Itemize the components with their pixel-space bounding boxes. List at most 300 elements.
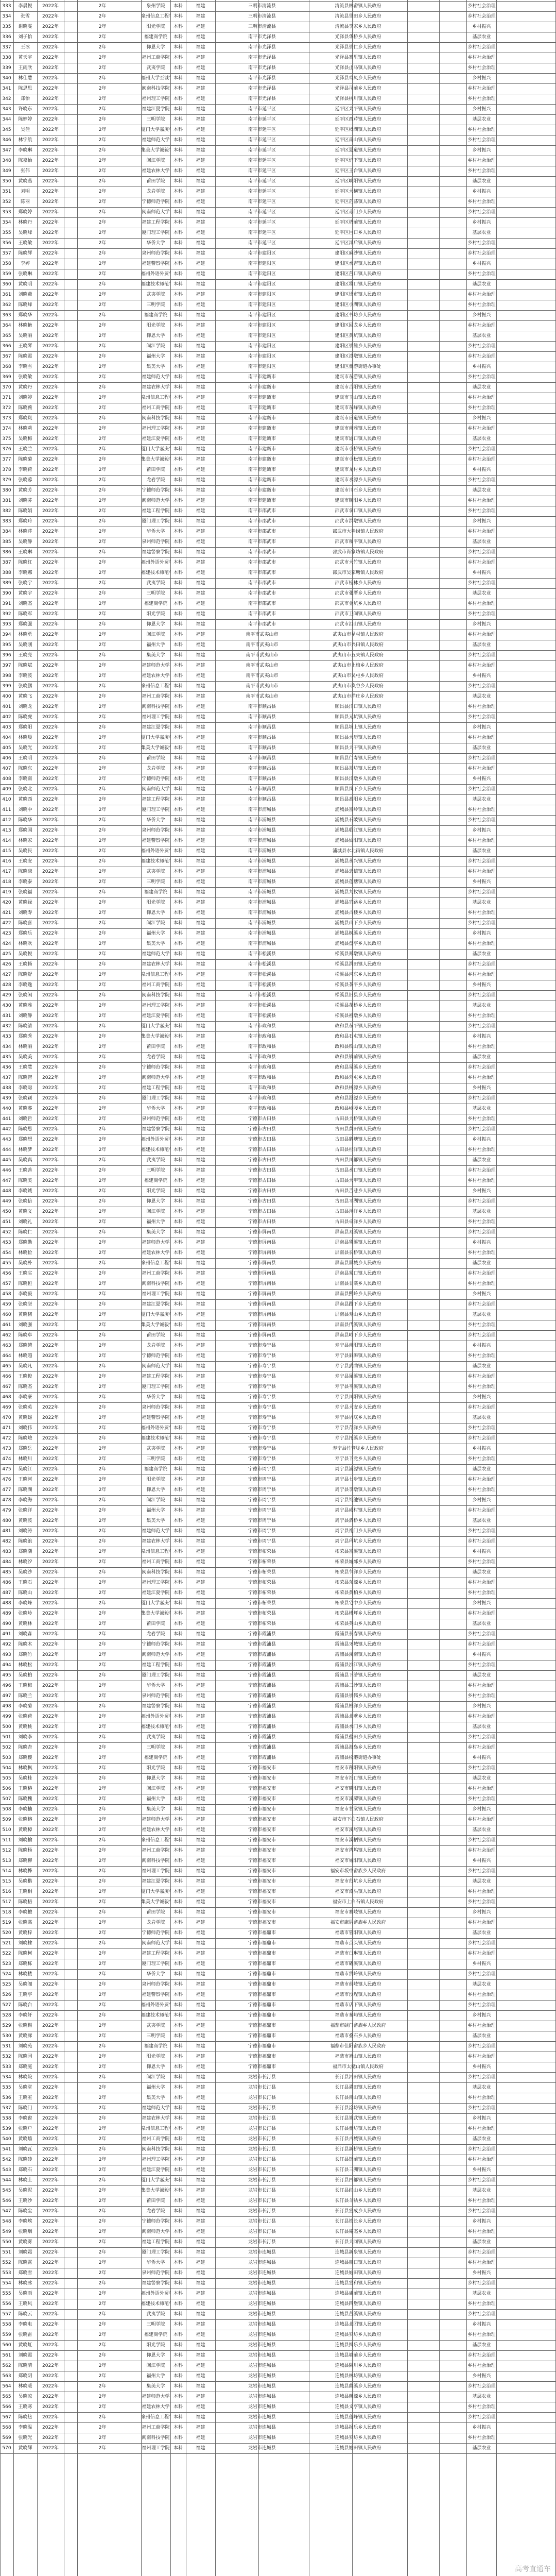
table-cell: 连城县新泉镇人民政府 (309, 2248, 407, 2258)
table-cell: 福建师范大学 (141, 1815, 170, 1825)
table-cell: 2022年 (37, 898, 64, 908)
table-row (0, 2258, 556, 2268)
table-cell: 周宁县七步镇人民政府 (309, 1475, 407, 1485)
table-cell: 陈晓园 (13, 2052, 37, 2062)
table-row (0, 661, 556, 671)
table-cell: 458 (0, 1290, 13, 1299)
table-cell: 基层农业 (407, 1259, 556, 1268)
table-cell: 福建 (186, 2176, 215, 2185)
table-cell: 王晓敏 (13, 239, 37, 248)
table-row (0, 321, 556, 331)
table-cell: 479 (0, 1506, 13, 1516)
table-cell: 福建 (186, 1114, 215, 1124)
table-row (0, 2413, 556, 2422)
table-cell: 龙岩市长汀县 (215, 2217, 309, 2227)
table-cell: 长汀县铁长乡人民政府 (309, 2217, 407, 2227)
table-cell: 2022年 (37, 445, 64, 454)
table-cell: 2年 (64, 383, 141, 393)
table-row (0, 2268, 556, 2278)
table-cell: 政和县东平镇人民政府 (309, 1022, 407, 1031)
table-cell: 延平区塔前镇人民政府 (309, 218, 407, 228)
table-cell: 宁德市古田县 (215, 1125, 309, 1134)
table-cell: 本科 (170, 2289, 186, 2299)
table-cell: 宁德市福鼎市 (215, 1980, 309, 1990)
table-cell: 438 (0, 1083, 13, 1093)
table-cell: 福建 (186, 1784, 215, 1794)
table-row (0, 1928, 556, 1938)
table-cell: 386 (0, 548, 13, 557)
table-cell: 浦城县富岭镇人民政府 (309, 805, 407, 815)
table-cell: 福建 (186, 1248, 215, 1258)
table-cell: 霞浦县崇儒乡人民政府 (309, 1691, 407, 1701)
table-cell: 568 (0, 2423, 13, 2433)
table-cell: 2年 (64, 393, 141, 403)
table-cell: 福建 (186, 280, 215, 290)
table-cell: 浦城县官路乡人民政府 (309, 898, 407, 908)
table-cell: 三明学院 (141, 2031, 170, 2041)
table-cell: 本科 (170, 805, 186, 815)
table-cell: 刘晓芬 (13, 496, 37, 506)
table-cell: 2022年 (37, 743, 64, 753)
table-cell: 484 (0, 1557, 13, 1567)
table-cell: 2022年 (37, 1217, 64, 1227)
table-cell: 南平市顺昌县 (215, 702, 309, 712)
table-cell: 2年 (64, 414, 141, 423)
table-cell: 乡村社会治理 (407, 445, 556, 454)
table-cell: 福建 (186, 568, 215, 578)
table-cell: 宁德市古田县 (215, 1156, 309, 1165)
table-cell: 2年 (64, 723, 141, 733)
table-cell: 2022年 (37, 2402, 64, 2412)
table-cell: 张晓颖 (13, 1094, 37, 1104)
table-cell: 郑晓阳 (13, 723, 37, 733)
table-row (0, 609, 556, 619)
table-cell: 2年 (64, 1691, 141, 1701)
table-cell: 建阳区小湖镇人民政府 (309, 300, 407, 310)
table-cell: 陈晓门 (13, 2104, 37, 2113)
table-cell: 2022年 (37, 2227, 64, 2237)
table-cell: 2年 (64, 208, 141, 217)
table-cell: 乡村社会治理 (407, 1382, 556, 1392)
table-cell: 2年 (64, 1671, 141, 1681)
table-cell: 489 (0, 1609, 13, 1619)
table-cell: 2年 (64, 486, 141, 496)
table-cell: 集美大学 (141, 1805, 170, 1815)
table-cell: 2022年 (37, 1145, 64, 1155)
table-cell: 本科 (170, 1846, 186, 1856)
table-cell: 李晓埃 (13, 2217, 37, 2227)
table-cell: 乡村社会治理 (407, 991, 556, 1001)
table-cell: 349 (0, 166, 13, 176)
table-cell: 2年 (64, 331, 141, 341)
table-cell: 2022年 (37, 1825, 64, 1835)
table-cell: 2年 (64, 1423, 141, 1433)
table-cell: 宁德市霞浦县 (215, 1681, 309, 1691)
table-cell: 清流县李家乡人民政府 (309, 22, 407, 32)
table-cell: 2022年 (37, 1393, 64, 1402)
table-cell: 福建技术师范 (141, 568, 170, 578)
table-cell: 福建师范大学 (141, 1238, 170, 1248)
table-row (0, 1887, 556, 1897)
table-cell: 霞浦县溪南镇人民政府 (309, 1650, 407, 1660)
table-cell: 本科 (170, 2093, 186, 2103)
table-cell: 南平市顺昌县 (215, 733, 309, 743)
table-cell: 福建 (186, 908, 215, 918)
table-row (0, 2217, 556, 2227)
table-cell: 本科 (170, 867, 186, 877)
table-cell: 张晓蓉 (13, 476, 37, 485)
table-cell: 南平市浦城县 (215, 898, 309, 908)
table-cell: 宁德师范学院 (141, 1351, 170, 1361)
table-cell: 宁德市屏南县 (215, 1331, 309, 1341)
table-cell: 基层农业 (407, 2031, 556, 2041)
table-cell: 乡村社会治理 (407, 908, 556, 918)
table-cell: 本科 (170, 517, 186, 527)
table-cell: 光泽县寨里镇人民政府 (309, 53, 407, 63)
table-cell: 吴晓梅 (13, 434, 37, 444)
table-cell: 2年 (64, 2155, 141, 2165)
table-cell: 宁德市福鼎市 (215, 2031, 309, 2041)
table-cell: 本科 (170, 1702, 186, 1711)
table-cell: 2年 (64, 1114, 141, 1124)
table-cell: 吴晓朴 (13, 1259, 37, 1268)
table-cell: 383 (0, 517, 13, 527)
table-row (0, 2021, 556, 2031)
table-cell: 乡村社会治理 (407, 1815, 556, 1825)
table-cell: 乡村社会治理 (407, 496, 556, 506)
table-cell: 本科 (170, 300, 186, 310)
table-cell: 乡村社会治理 (407, 1351, 556, 1361)
table-cell: 2年 (64, 579, 141, 588)
table-row (0, 1320, 556, 1330)
table-cell: 2022年 (37, 1856, 64, 1866)
table-cell: 刘晓静 (13, 1011, 37, 1021)
table-cell: 2年 (64, 537, 141, 547)
table-cell: 福建 (186, 197, 215, 207)
table-cell: 顺昌县洋墩乡人民政府 (309, 774, 407, 784)
table-cell: 2年 (64, 2320, 141, 2330)
table-cell: 2022年 (37, 1135, 64, 1145)
table-cell: 松溪县河东乡人民政府 (309, 970, 407, 980)
table-cell: 集美大学诚毅 (141, 455, 170, 465)
table-cell: 武夷山市上梅乡人民政府 (309, 661, 407, 671)
table-cell: 顺昌县岚下乡人民政府 (309, 785, 407, 794)
table-cell: 本科 (170, 218, 186, 228)
table-cell: 乡村社会治理 (407, 424, 556, 434)
table-cell: 2年 (64, 372, 141, 382)
table-cell: 2年 (64, 1166, 141, 1176)
table-cell: 2022年 (37, 1166, 64, 1176)
table-cell: 454 (0, 1248, 13, 1258)
table-cell: 466 (0, 1372, 13, 1382)
table-cell: 宁德市寿宁县 (215, 1341, 309, 1351)
table-row (0, 1094, 556, 1104)
table-cell: 宁德市屏南县 (215, 1228, 309, 1238)
table-cell: 宁德市福鼎市 (215, 2021, 309, 2031)
table-cell: 福州大学 (141, 640, 170, 650)
table-cell: 王晓梅 (13, 1681, 37, 1691)
table-cell: 连城县北团镇人民政府 (309, 2320, 407, 2330)
table-cell: 396 (0, 651, 13, 660)
table-cell: 顺昌县元坑镇人民政府 (309, 713, 407, 722)
table-cell: 宁德市屏南县 (215, 1248, 309, 1258)
table-cell: 本科 (170, 43, 186, 53)
table-cell: 宁德师范学院 (141, 1928, 170, 1938)
table-cell: 2年 (64, 950, 141, 959)
table-cell: 泉州信息工程 (141, 2124, 170, 2134)
table-cell: 阳光学院 (141, 22, 170, 32)
table-cell: 闽江学院 (141, 919, 170, 928)
table-cell: 2022年 (37, 1867, 64, 1876)
table-cell: 福建 (186, 12, 215, 22)
table-cell: 431 (0, 1011, 13, 1021)
table-cell: 基层农业 (407, 486, 556, 496)
table-cell: 567 (0, 2413, 13, 2422)
table-cell: 郑晓庭 (13, 2062, 37, 2072)
table-cell: 乡村社会治理 (407, 1011, 556, 1021)
table-cell: 福建 (186, 2186, 215, 2196)
table-cell: 2年 (64, 1784, 141, 1794)
table-cell: 福建 (186, 1187, 215, 1196)
table-cell: 本科 (170, 836, 186, 846)
table-cell: 2年 (64, 640, 141, 650)
table-cell: 宁德市寿宁县 (215, 1393, 309, 1402)
table-cell: 福建工程学院 (141, 795, 170, 805)
table-cell: 本科 (170, 12, 186, 22)
table-cell: 本科 (170, 259, 186, 269)
table-cell: 基层农业 (407, 2134, 556, 2144)
table-cell: 550 (0, 2238, 13, 2247)
table-cell: 王晓明 (13, 754, 37, 764)
table-cell: 郑晓强 (13, 620, 37, 630)
table-cell: 2022年 (37, 877, 64, 887)
table-cell: 连城县姑田镇人民政府 (309, 2268, 407, 2278)
table-cell: 郑晓岚 (13, 414, 37, 423)
table-cell: 福建 (186, 1681, 215, 1691)
table-cell: 乡村振兴 (407, 1547, 556, 1557)
table-cell: 南平市建瓯市 (215, 465, 309, 475)
table-cell: 三明市清流县 (215, 22, 309, 32)
table-cell: 2年 (64, 877, 141, 887)
table-cell: 龙岩市长汀县 (215, 2145, 309, 2155)
table-row (0, 919, 556, 928)
table-cell: 吴晓阁 (13, 1980, 37, 1990)
table-cell: 南平市浦城县 (215, 816, 309, 825)
table-cell: 陈晓晴 (13, 2361, 37, 2371)
table-cell: 本科 (170, 352, 186, 362)
table-cell: 本科 (170, 1774, 186, 1784)
table-cell: 华侨大学 (141, 2258, 170, 2268)
table-cell: 乡村社会治理 (407, 403, 556, 413)
table-cell: 张晓英 (13, 1403, 37, 1413)
table-cell: 486 (0, 1578, 13, 1588)
table-cell: 宁德市屏南县 (215, 1290, 309, 1299)
table-cell: 2年 (64, 1475, 141, 1485)
table-cell: 宁德市古田县 (215, 1187, 309, 1196)
table-cell: 连城县罗坊乡人民政府 (309, 2330, 407, 2340)
table-cell: 本科 (170, 1753, 186, 1763)
table-cell: 2022年 (37, 331, 64, 341)
table-row (0, 1630, 556, 1639)
table-cell: 宁德市霞浦县 (215, 1753, 309, 1763)
table-cell: 2年 (64, 311, 141, 320)
table-cell: 2年 (64, 1053, 141, 1062)
table-cell: 福建 (186, 785, 215, 794)
table-cell: 2022年 (37, 1248, 64, 1258)
table-cell: 福建 (186, 1671, 215, 1681)
table-row (0, 2207, 556, 2216)
table-cell: 本科 (170, 960, 186, 970)
table-cell: 2年 (64, 671, 141, 681)
table-cell: 382 (0, 506, 13, 516)
table-cell: 浦城县莲塘镇人民政府 (309, 877, 407, 887)
table-cell: 三明学院 (141, 1166, 170, 1176)
table-cell: 武夷学院 (141, 579, 170, 588)
table-cell: 吴晓柏 (13, 1671, 37, 1681)
table-cell: 宁德市寿宁县 (215, 1372, 309, 1382)
table-cell: 565 (0, 2392, 13, 2402)
table-row (0, 2, 556, 11)
table-cell: 寿宁县大安乡人民政府 (309, 1403, 407, 1413)
table-cell: 2022年 (37, 1516, 64, 1526)
table-cell: 福建 (186, 331, 215, 341)
table-cell: 闽江学院 (141, 342, 170, 351)
table-cell: 陈思思 (13, 84, 37, 94)
table-cell: 王晓慧 (13, 1063, 37, 1073)
table-cell: 福建商学院 (141, 1753, 170, 1763)
table-cell: 延平区赤门乡人民政府 (309, 208, 407, 217)
table-cell: 光泽县华桥乡人民政府 (309, 32, 407, 42)
table-cell: 武夷学院 (141, 63, 170, 73)
table-cell: 张晓北 (13, 785, 37, 794)
table-cell: 福建江夏学院 (141, 1588, 170, 1598)
table-cell: 本科 (170, 599, 186, 609)
table-cell: 2022年 (37, 2031, 64, 2041)
table-cell: 乡村社会治理 (407, 342, 556, 351)
table-cell: 2022年 (37, 1156, 64, 1165)
table-cell: 仰恩大学 (141, 1774, 170, 1784)
table-cell: 福建 (186, 1279, 215, 1289)
table-cell: 长汀县童坊镇人民政府 (309, 2124, 407, 2134)
table-cell: 李晓峰 (13, 1599, 37, 1608)
table-cell: 刘晓礼 (13, 1217, 37, 1227)
table-cell: 吴晓峰 (13, 228, 37, 238)
table-cell: 2年 (64, 53, 141, 63)
table-cell: 福建 (186, 1691, 215, 1701)
table-cell: 基层农业 (407, 1516, 556, 1526)
table-cell: 建阳区麻沙镇人民政府 (309, 249, 407, 259)
table-cell: 本科 (170, 1887, 186, 1897)
table-row (0, 1073, 556, 1083)
table-cell: 林晓萍 (13, 527, 37, 537)
table-cell: 张晓雷 (13, 2330, 37, 2340)
table-cell: 506 (0, 1784, 13, 1794)
table-row (0, 2444, 556, 2453)
table-cell: 本科 (170, 208, 186, 217)
table-cell: 2年 (64, 764, 141, 774)
table-cell: 宁德市福鼎市 (215, 2062, 309, 2072)
table-cell: 2022年 (37, 1331, 64, 1341)
table-cell: 2年 (64, 609, 141, 619)
table-cell: 南平市延平区 (215, 115, 309, 125)
table-cell: 福建 (186, 1949, 215, 1959)
table-cell: 乡村社会治理 (407, 2413, 556, 2422)
table-cell: 福州大学 (141, 2371, 170, 2381)
table-row (0, 2279, 556, 2289)
table-row (0, 1619, 556, 1629)
table-cell: 福建 (186, 1063, 215, 1073)
table-cell: 2年 (64, 1794, 141, 1804)
table-cell: 本科 (170, 2031, 186, 2041)
table-cell: 424 (0, 939, 13, 949)
table-cell: 厦门大学嘉庚 (141, 1599, 170, 1608)
table-cell: 浦城县山下乡人民政府 (309, 919, 407, 928)
table-row (0, 733, 556, 743)
table-cell: 福建 (186, 1825, 215, 1835)
table-cell: 2年 (64, 1537, 141, 1547)
table-cell: 乡村社会治理 (407, 527, 556, 537)
table-cell: 连城县曲溪乡人民政府 (309, 2382, 407, 2392)
table-cell: 2022年 (37, 1094, 64, 1104)
table-cell: 霞浦县盐田乡人民政府 (309, 1733, 407, 1742)
table-cell: 张晓岭 (13, 1609, 37, 1619)
table-cell: 福鼎市白琳镇人民政府 (309, 1949, 407, 1959)
table-cell: 福州大学 (141, 1217, 170, 1227)
table-cell: 2022年 (37, 2001, 64, 2010)
table-cell: 南平市延平区 (215, 228, 309, 238)
table-cell: 仰恩大学 (141, 620, 170, 630)
table-cell: 福建 (186, 239, 215, 248)
table-cell: 福建 (186, 1011, 215, 1021)
table-cell: 南平市顺昌县 (215, 774, 309, 784)
table-cell: 南平市延平区 (215, 218, 309, 228)
table-cell: 2022年 (37, 2444, 64, 2453)
table-cell: 2年 (64, 702, 141, 712)
table-cell: 2年 (64, 2145, 141, 2155)
table-cell: 刘晓哲 (13, 1114, 37, 1124)
table-cell: 南平市顺昌县 (215, 743, 309, 753)
table-cell: 2022年 (37, 1114, 64, 1124)
table-cell: 430 (0, 1001, 13, 1011)
table-row (0, 352, 556, 362)
table-cell: 张晓洋 (13, 1506, 37, 1516)
table-row (0, 43, 556, 53)
table-cell: 龙岩市连城县 (215, 2248, 309, 2258)
table-row (0, 2031, 556, 2041)
table-cell: 郑晓想 (13, 1135, 37, 1145)
table-cell: 南平市武夷山市 (215, 671, 309, 681)
table-cell: 2022年 (37, 1897, 64, 1907)
table-cell: 本科 (170, 991, 186, 1001)
table-cell: 陈晓清 (13, 1022, 37, 1031)
table-row (0, 1341, 556, 1351)
table-cell: 林晓桦 (13, 1867, 37, 1876)
table-row (0, 2320, 556, 2330)
table-cell: 福建 (186, 311, 215, 320)
table-cell: 2年 (64, 146, 141, 156)
table-cell: 2022年 (37, 2392, 64, 2402)
table-cell: 339 (0, 63, 13, 73)
table-cell: 本科 (170, 1083, 186, 1093)
table-row (0, 2341, 556, 2350)
table-cell: 本科 (170, 826, 186, 836)
table-cell: 华侨大学 (141, 1393, 170, 1402)
table-cell: 泉州信息工程 (141, 682, 170, 691)
table-cell: 2022年 (37, 290, 64, 300)
table-cell: 福安市溪柄镇人民政府 (309, 1836, 407, 1845)
table-cell: 2022年 (37, 187, 64, 197)
table-cell: 福建警察学院 (141, 1125, 170, 1134)
